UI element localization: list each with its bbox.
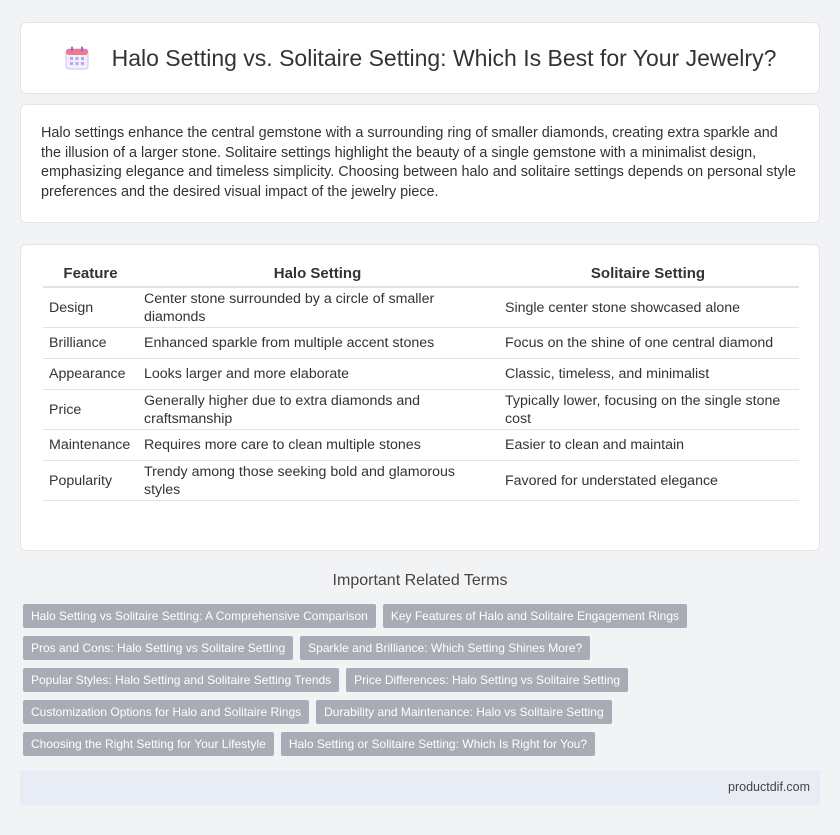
tag-row bbox=[23, 636, 823, 660]
intro-text: Halo settings enhance the central gemstone with a surrounding ring of smaller diamonds, creating extra sparkle and the illusion of a larger stone. Solitaire settings highlight the beauty of a single gemstone with a minimalist design, emphasizing elegance and timeless simplicity. Choosing between halo and solitaire settings depends on personal style preferences and the desired visual impact of the jewelry piece. bbox=[41, 125, 796, 200]
table-row bbox=[43, 288, 799, 328]
table-row bbox=[43, 390, 799, 430]
tag-row bbox=[23, 700, 823, 724]
related-term-link[interactable]: Key Features of Halo and Solitaire Engagement Rings bbox=[383, 604, 687, 628]
feature-cell: Design bbox=[43, 288, 138, 328]
table-row bbox=[43, 461, 799, 501]
table-row bbox=[43, 328, 799, 359]
feature-cell: Maintenance bbox=[43, 430, 138, 461]
feature-cell: Brilliance bbox=[43, 328, 138, 359]
tag-row bbox=[23, 732, 823, 756]
halo-cell: Looks larger and more elaborate bbox=[138, 359, 497, 390]
halo-cell: Enhanced sparkle from multiple accent stones bbox=[138, 328, 497, 359]
comparison-table bbox=[43, 260, 799, 501]
feature-cell: Price bbox=[43, 390, 138, 430]
comparison-card bbox=[20, 244, 820, 551]
col-header-feature: Feature bbox=[43, 260, 138, 288]
solitaire-cell: Favored for understated elegance bbox=[497, 461, 799, 501]
footer-site-link[interactable]: productdif.com bbox=[728, 780, 810, 794]
solitaire-cell: Single center stone showcased alone bbox=[497, 288, 799, 328]
related-term-link[interactable]: Customization Options for Halo and Solitaire Rings bbox=[23, 700, 309, 724]
feature-cell: Appearance bbox=[43, 359, 138, 390]
related-terms-list bbox=[23, 604, 823, 764]
related-term-link[interactable]: Price Differences: Halo Setting vs Solitaire Setting bbox=[346, 668, 628, 692]
page-header bbox=[20, 22, 820, 94]
feature-cell: Popularity bbox=[43, 461, 138, 501]
page-title: Halo Setting vs. Solitaire Setting: Which Is Best for Your Jewelry? bbox=[111, 44, 777, 71]
table-row bbox=[43, 430, 799, 461]
tag-row bbox=[23, 604, 823, 628]
related-term-link[interactable]: Popular Styles: Halo Setting and Solitaire Setting Trends bbox=[23, 668, 339, 692]
footer bbox=[20, 770, 820, 805]
col-header-halo: Halo Setting bbox=[138, 260, 497, 288]
halo-cell: Requires more care to clean multiple stones bbox=[138, 430, 497, 461]
related-term-link[interactable]: Choosing the Right Setting for Your Lifestyle bbox=[23, 732, 274, 756]
related-term-link[interactable]: Halo Setting vs Solitaire Setting: A Comprehensive Comparison bbox=[23, 604, 376, 628]
calendar-icon bbox=[64, 45, 90, 71]
related-terms-title: Important Related Terms bbox=[332, 572, 508, 589]
related-term-link[interactable]: Halo Setting or Solitaire Setting: Which Is Right for You? bbox=[281, 732, 595, 756]
related-term-link[interactable]: Sparkle and Brilliance: Which Setting Shines More? bbox=[300, 636, 590, 660]
col-header-solitaire: Solitaire Setting bbox=[497, 260, 799, 288]
intro-card bbox=[20, 104, 820, 223]
solitaire-cell: Easier to clean and maintain bbox=[497, 430, 799, 461]
halo-cell: Trendy among those seeking bold and glamorous styles bbox=[138, 461, 497, 501]
halo-cell: Generally higher due to extra diamonds and craftsmanship bbox=[138, 390, 497, 430]
tag-row bbox=[23, 668, 823, 692]
solitaire-cell: Classic, timeless, and minimalist bbox=[497, 359, 799, 390]
related-term-link[interactable]: Pros and Cons: Halo Setting vs Solitaire Setting bbox=[23, 636, 293, 660]
solitaire-cell: Focus on the shine of one central diamond bbox=[497, 328, 799, 359]
table-row bbox=[43, 359, 799, 390]
table-header-row bbox=[43, 260, 799, 288]
solitaire-cell: Typically lower, focusing on the single stone cost bbox=[497, 390, 799, 430]
halo-cell: Center stone surrounded by a circle of smaller diamonds bbox=[138, 288, 497, 328]
related-term-link[interactable]: Durability and Maintenance: Halo vs Solitaire Setting bbox=[316, 700, 611, 724]
